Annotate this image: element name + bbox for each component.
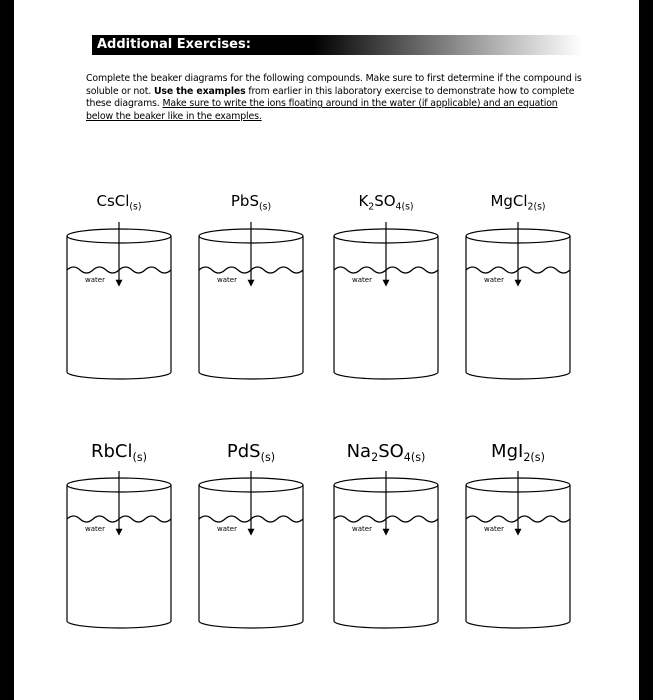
beaker-base (67, 621, 171, 628)
compound-formula: RbCl$_{(s)}$ (90, 441, 148, 464)
water-pointer-arrowhead (248, 280, 254, 286)
beaker-drawing (196, 471, 306, 641)
beaker-drawing (331, 222, 441, 392)
compound-formula: PbS$_{(s)}$ (230, 192, 272, 213)
beaker-base (199, 621, 303, 628)
instructions-underlined: Make sure to write the ions floating around in the water (if applicable) and an equation below the beaker like in the examples. (86, 98, 558, 122)
water-label: water (484, 525, 504, 533)
water-label: water (352, 276, 372, 284)
worksheet-page (14, 0, 639, 700)
water-label: water (85, 525, 105, 533)
section-header-bar (92, 35, 582, 55)
compound-formula: $K_2SO_{4(s)}$ (358, 192, 414, 213)
beaker-1 (64, 192, 174, 392)
water-pointer-arrowhead (515, 529, 521, 535)
water-label: water (85, 276, 105, 284)
beaker-drawing (331, 471, 441, 641)
water-label: water (217, 276, 237, 284)
beaker-base (67, 372, 171, 379)
instructions-paragraph (86, 73, 586, 123)
water-label: water (484, 276, 504, 284)
water-pointer-arrowhead (383, 529, 389, 535)
water-label: water (352, 525, 372, 533)
beaker-drawing (463, 471, 573, 641)
beaker-8 (463, 441, 573, 641)
compound-formula: PdS$_{(s)}$ (226, 441, 276, 464)
beaker-base (334, 372, 438, 379)
water-pointer-arrowhead (116, 280, 122, 286)
compound-formula: $Na_2SO_{4(s)}$ (346, 441, 426, 464)
beaker-base (466, 372, 570, 379)
compound-formula: CsCl$_{(s)}$ (96, 192, 142, 213)
beaker-drawing (64, 222, 174, 392)
beaker-5 (64, 441, 174, 641)
beaker-base (199, 372, 303, 379)
water-pointer-arrowhead (248, 529, 254, 535)
water-label: water (217, 525, 237, 533)
beaker-6 (196, 441, 306, 641)
beaker-base (466, 621, 570, 628)
beaker-3 (331, 192, 441, 392)
water-pointer-arrowhead (515, 280, 521, 286)
beaker-drawing (64, 471, 174, 641)
beaker-base (334, 621, 438, 628)
instructions-emphasis: Use the examples (153, 85, 246, 97)
beaker-4 (463, 192, 573, 392)
instructions-part-1: Complete the beaker diagrams for the following compounds. Make sure to first determine if the compound is soluble or not. (86, 73, 582, 97)
compound-formula: MgCl$_{2(s)}$ (490, 192, 546, 213)
water-pointer-arrowhead (116, 529, 122, 535)
compound-formula: MgI$_{2(s)}$ (491, 441, 545, 464)
beaker-2 (196, 192, 306, 392)
beaker-drawing (196, 222, 306, 392)
water-pointer-arrowhead (383, 280, 389, 286)
instructions-part-3: from earlier in this laboratory exercise to demonstrate how to complete these diagrams. (86, 85, 575, 110)
beaker-7 (331, 441, 441, 641)
section-title: Additional Exercises: (97, 37, 251, 52)
beaker-drawing (463, 222, 573, 392)
